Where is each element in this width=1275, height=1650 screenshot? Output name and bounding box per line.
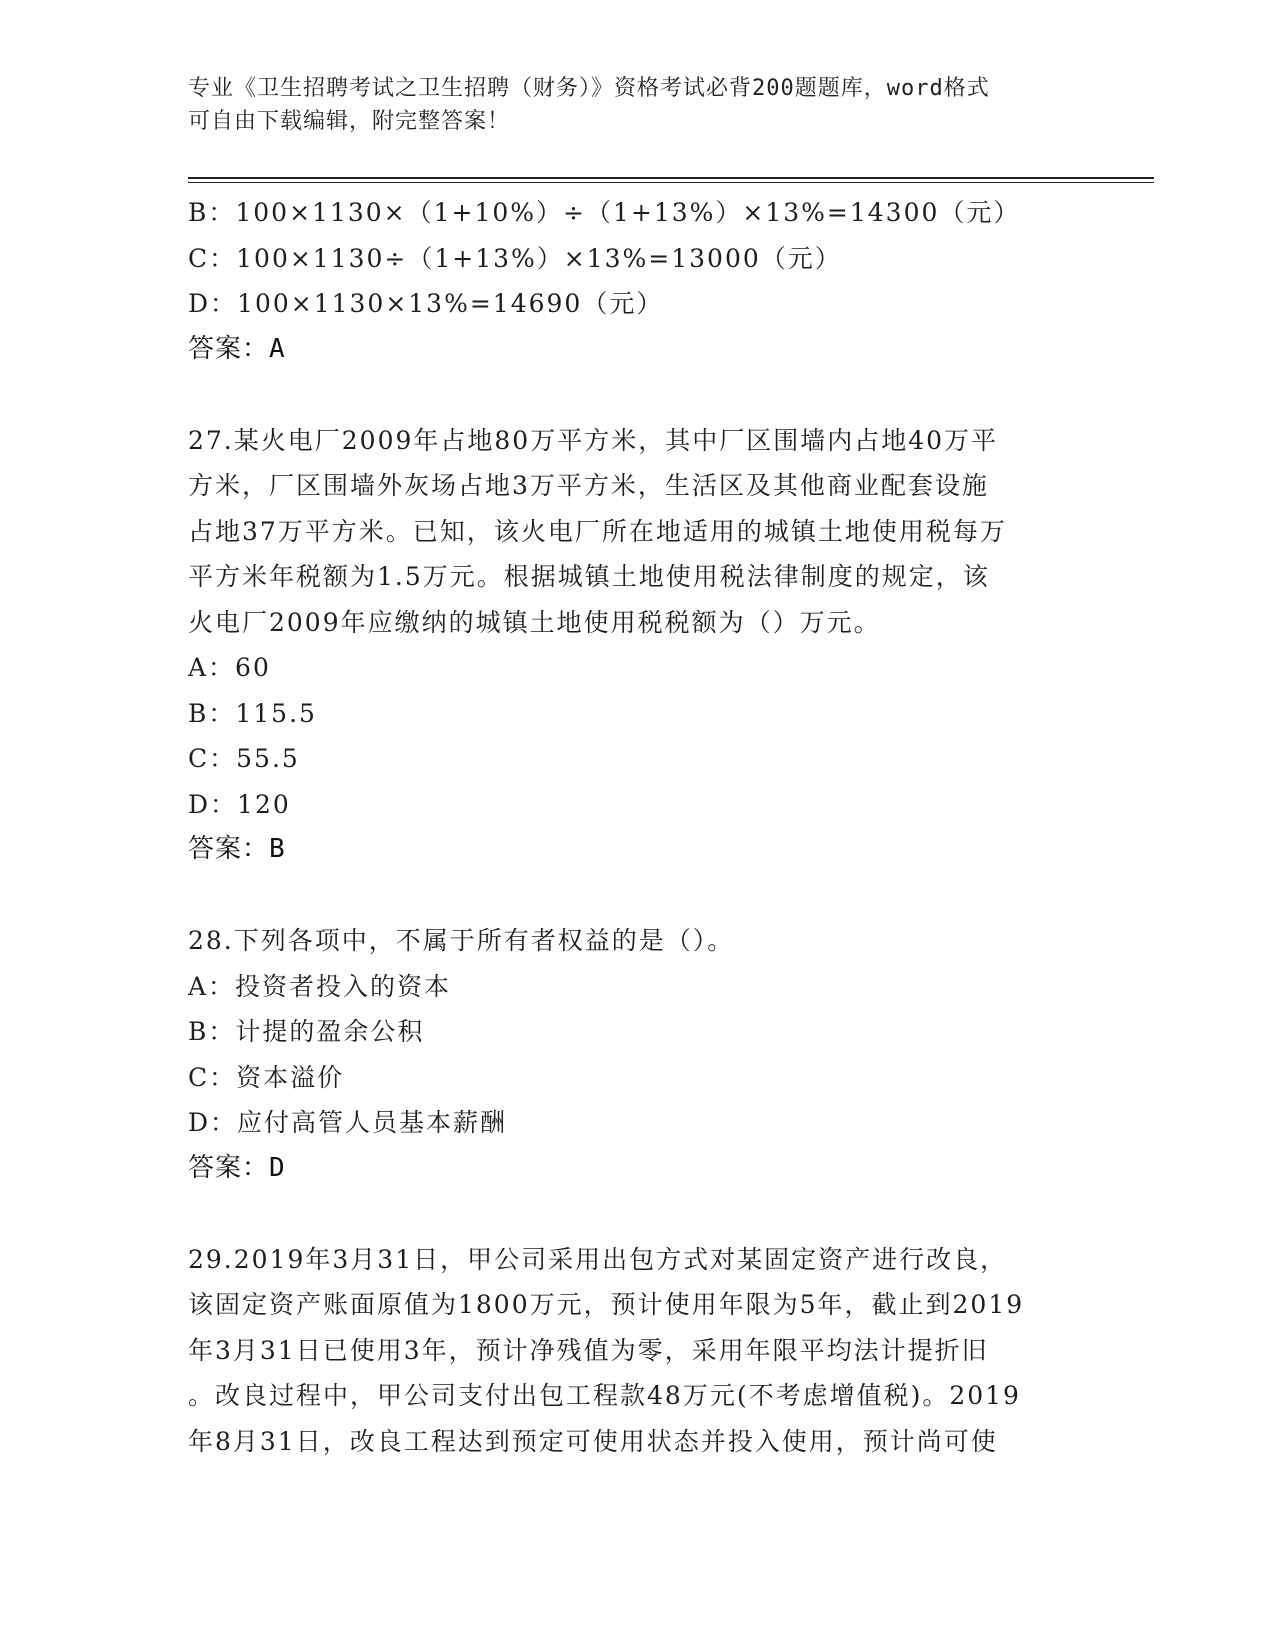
document-header [188,72,1088,138]
header-title-line-2: 可自由下载编辑，附完整答案！ [188,109,511,134]
question-text-line: 占地37万平方米。已知，该火电厂所在地适用的城镇土地使用税每万 [188,516,1007,546]
option-d: D：100×1130×13%=14690（元） [188,289,664,318]
question-29 [188,1237,1088,1465]
spacer [188,1191,1088,1237]
document-body [188,190,1088,1464]
header-title-line-1: 专业《卫生招聘考试之卫生招聘（财务）》资格考试必背200题题库，word格式 [188,76,990,101]
question-text-line: 29.2019年3月31日，甲公司采用出包方式对某固定资产进行改良， [188,1244,1008,1274]
question-text-line: 火电厂2009年应缴纳的城镇土地使用税税额为（）万元。 [188,607,881,637]
answer-label: 答案： [188,834,270,864]
answer-value: B [269,834,286,864]
option-b: B：115.5 [188,698,317,728]
option-c: C：100×1130÷（1+13%）×13%=13000（元） [188,243,842,273]
option-d: D：120 [188,789,291,819]
answer-line [188,327,1088,373]
option-c: C：资本溢价 [188,1062,345,1092]
question-text-line: 该固定资产账面原值为1800万元，预计使用年限为5年，截止到2019 [188,1290,1025,1319]
question-27 [188,418,1088,873]
question-text-line: 年8月31日，改良工程达到预定可使用状态并投入使用，预计尚可使 [188,1426,998,1456]
question-26-continued [188,190,1088,372]
question-text-line: 平方米年税额为1.5万元。根据城镇土地使用税法律制度的规定，该 [188,562,990,591]
option-b: B：计提的盈余公积 [188,1017,425,1046]
option-d: D：应付高管人员基本薪酬 [188,1108,508,1137]
question-text-line: 年3月31日已使用3年，预计净残值为零，采用年限平均法计提折旧 [188,1335,989,1365]
answer-value: D [269,1152,286,1183]
answer-line [188,1146,1088,1192]
answer-label: 答案： [188,1152,270,1183]
question-text-line: 方米，厂区围墙外灰场占地3万平方米，生活区及其他商业配套设施 [188,471,989,500]
header-divider-thin [188,182,1154,183]
question-text-line: 27.某火电厂2009年占地80万平方米，其中厂区围墙内占地40万平 [188,425,999,455]
question-28 [188,918,1088,1191]
option-a: A：60 [188,653,271,682]
answer-line [188,827,1088,873]
question-text-line: 28.下列各项中，不属于所有者权益的是（）。 [188,926,735,955]
answer-value: A [269,333,286,364]
question-text-line: 。改良过程中，甲公司支付出包工程款48万元(不考虑增值税)。2019 [188,1381,1021,1410]
option-b: B：100×1130×（1+10%）÷（1+13%）×13%=14300（元） [188,198,1021,227]
option-c: C：55.5 [188,744,300,773]
spacer [188,372,1088,418]
spacer [188,873,1088,919]
header-divider-thick [188,177,1154,179]
answer-label: 答案： [188,333,270,364]
option-a: A：投资者投入的资本 [188,971,452,1001]
